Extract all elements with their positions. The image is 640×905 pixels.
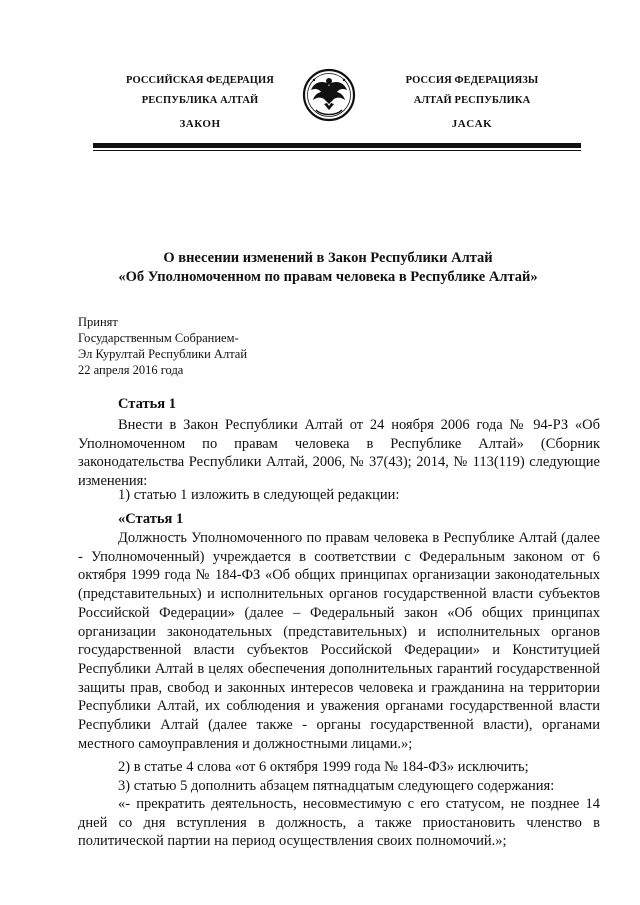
header-divider-thin	[93, 150, 581, 151]
amendment-item-3: 3) статью 5 дополнить абзацем пятнадцатым следующего содержания:	[118, 778, 555, 794]
amendment-item-2: 2) в статье 4 слова «от 6 октября 1999 года № 184-ФЗ» исключить;	[118, 759, 529, 775]
amendment-item-1: 1) статью 1 изложить в следующей редакции:	[118, 487, 400, 503]
amendment-item-3-text: «- прекратить деятельность, несовместимую с его статусом, не позднее 14 дней со дня вступления в должность, а также приостановить членство в политической партии на период осуществления своих полномочий.»;	[78, 796, 600, 850]
header-right-doc-type: JACAK	[451, 118, 493, 130]
article-heading: Статья 1	[118, 396, 176, 412]
adoption-body-line-1: Государственным Собранием-	[78, 331, 239, 345]
header-left-doc-type: ЗАКОН	[179, 118, 221, 130]
adoption-block	[78, 314, 247, 378]
adoption-date: 22 апреля 2016 года	[78, 363, 184, 377]
article-intro-paragraph: Внести в Закон Республики Алтай от 24 ноября 2006 года № 94-РЗ «Об Уполномоченном по правам человека в Республике Алтай» (Сборник законодательства Республики Алтай, 2006, № 37(43); 2014, № 113(119) следующие изменения:	[78, 417, 600, 490]
adoption-label: Принят	[78, 315, 118, 329]
quoted-article-heading: «Статья 1	[118, 511, 184, 527]
quoted-article-text: Должность Уполномоченного по правам человека в Республике Алтай (далее - Уполномоченный) учреждается в соответствии с Федеральным законом от 6 октября 1999 года № 184-ФЗ «Об общих принципах организации законодательных (представительных) и исполнительных органов государственной власти субъектов Российской Федерации» (далее – Федеральный закон «Об общих принципах организации законодательных (представительных) и исполнительных органов государственной власти субъектов Российской Федерации» и Конституцией Республики Алтай в целях обеспечения дополнительных гарантий государственной защиты прав, свобод и законных интересов человека и гражданина на территории Республики Алтай, их соблюдения и уважения органами государственной власти Республики Алтай (далее также - органы государственной власти), органами местного самоуправления и должностными лицами.»;	[78, 530, 600, 752]
document-title-line-2: «Об Уполномоченном по правам человека в Республике Алтай»	[118, 269, 538, 285]
header-right-republic: АЛТАЙ РЕСПУБЛИКА	[413, 95, 531, 106]
coat-of-arms-emblem-icon	[302, 66, 356, 124]
header-right-country: РОССИЯ ФЕДЕРАЦИЯЗЫ	[405, 75, 539, 86]
header-left-country: РОССИЙСКАЯ ФЕДЕРАЦИЯ	[126, 75, 274, 86]
header-divider-thick	[93, 143, 581, 148]
document-title-line-1: О внесении изменений в Закон Республики Алтай	[163, 250, 493, 266]
header-left-republic: РЕСПУБЛИКА АЛТАЙ	[141, 95, 259, 106]
adoption-body-line-2: Эл Курултай Республики Алтай	[78, 347, 248, 361]
